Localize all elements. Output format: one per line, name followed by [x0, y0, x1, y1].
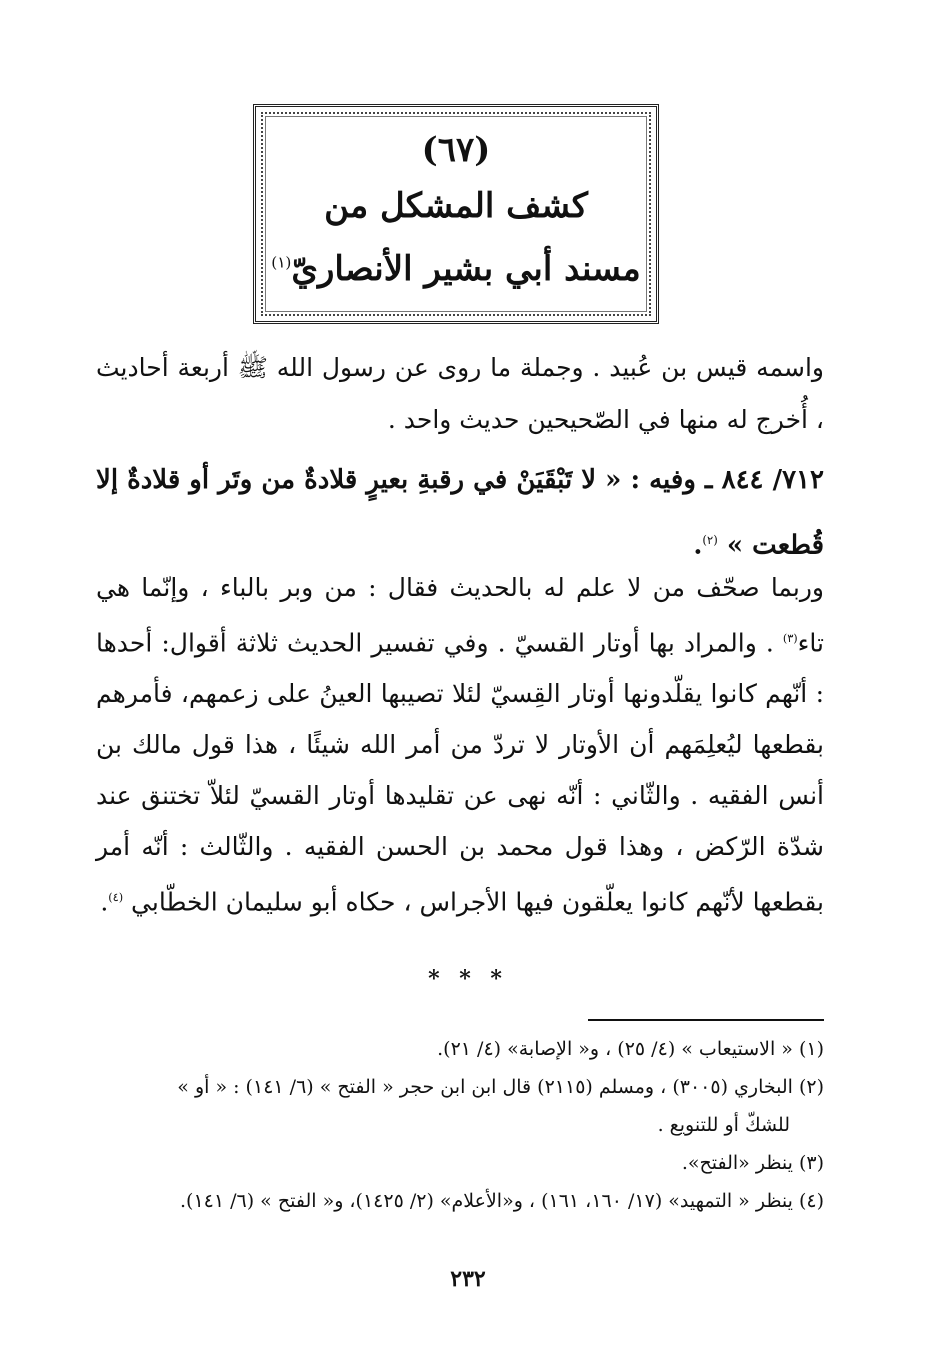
explanation-paragraph — [96, 562, 824, 928]
footnote-number: (٢) — [798, 1076, 824, 1098]
chapter-title-frame — [253, 104, 659, 324]
chapter-title-inner — [261, 112, 651, 316]
footnote-number: (٣) — [798, 1152, 824, 1174]
hadith-paragraph — [96, 450, 824, 576]
footnote-4 — [96, 1182, 824, 1220]
footnote-2-continuation: للشكّ أو للتنويع . — [657, 1114, 790, 1136]
explanation-part-1: وربما صحّف من لا علم له بالحديث فقال : من وبر بالباء ، وإنّما هي تاء — [96, 573, 824, 658]
footnotes-section — [96, 1030, 824, 1220]
explanation-part-2: . والمراد بها أوتار القسيّ . وفي تفسير الحديث ثلاثة أقوال: أحدها : أنّهم كانوا يقلّدونها أوتار القِسيّ لئلا تصيبها العينُ على زعمهم، فأمرهم بقطعها ليُعلِمَهم أن الأوتار لا تردّ من أمر الله شيئًا ، هذا قول مالك بن أنس الفقيه . والثّاني : أنّه نهى عن تقليدها أوتار القسيّ لئلاّ تختنق عند شدّة الرّكض ، وهذا قول محمد بن الحسن الفقيه . والثّالث : أنّه أمر بقطعها لأنّهم كانوا يعلّقون فيها الأجراس ، حكاه أبو سليمان الخطّابي — [96, 628, 824, 917]
footnote-number: (١) — [798, 1038, 824, 1060]
hadith-end: . — [693, 530, 703, 561]
footnote-2 — [96, 1068, 824, 1106]
page-number: ٢٣٢ — [450, 1266, 486, 1292]
chapter-title-text: مسند أبي بشير الأنصاريّ — [291, 248, 641, 289]
footnote-text: « الاستيعاب » (٤/ ٢٥) ، و« الإصابة» (٤/ ٢١). — [437, 1038, 793, 1060]
section-separator: * * * — [428, 966, 508, 992]
footnote-3 — [96, 1144, 824, 1182]
explanation-end: . — [100, 887, 109, 917]
hadith-text: ٧١٢/ ٨٤٤ ـ وفيه : « لا تَبْقَيَنْ في رقبةِ بعيرٍ قلادةٌ من وتَر أو قلادةٌ إلا قُطعت » — [96, 465, 824, 561]
intro-paragraph: واسمه قيس بن عُبيد . وجملة ما روى عن رسول الله ﷺ أربعة أحاديث ، أُخرج له منها في الصّحيحين حديث واحد . — [96, 353, 824, 434]
footnote-ref-3: (٣) — [782, 632, 798, 645]
footnote-text: ينظر « التمهيد» (١٧/ ١٦٠، ١٦١) ، و«الأعلام» (٢/ ١٤٢٥)، و« الفتح » (٦/ ١٤١). — [179, 1190, 793, 1212]
footnote-ref-2: (٢) — [702, 533, 718, 547]
chapter-number: (٦٧) — [421, 130, 491, 171]
footnote-number: (٤) — [798, 1190, 824, 1212]
footnote-ref-1: (١) — [271, 253, 292, 272]
footnote-divider — [588, 1019, 824, 1021]
footnote-ref-4: (٤) — [108, 891, 124, 905]
footnote-text: ينظر «الفتح». — [681, 1152, 793, 1174]
chapter-title-line-1: كشف المشكل من — [324, 185, 588, 226]
chapter-title-line-2 — [271, 238, 641, 301]
footnote-1 — [96, 1030, 824, 1068]
footnote-text: البخاري (٣٠٠٥) ، ومسلم (٢١١٥) قال ابن ابن حجر « الفتح » (٦/ ١٤١) : « أو » — [177, 1076, 793, 1098]
